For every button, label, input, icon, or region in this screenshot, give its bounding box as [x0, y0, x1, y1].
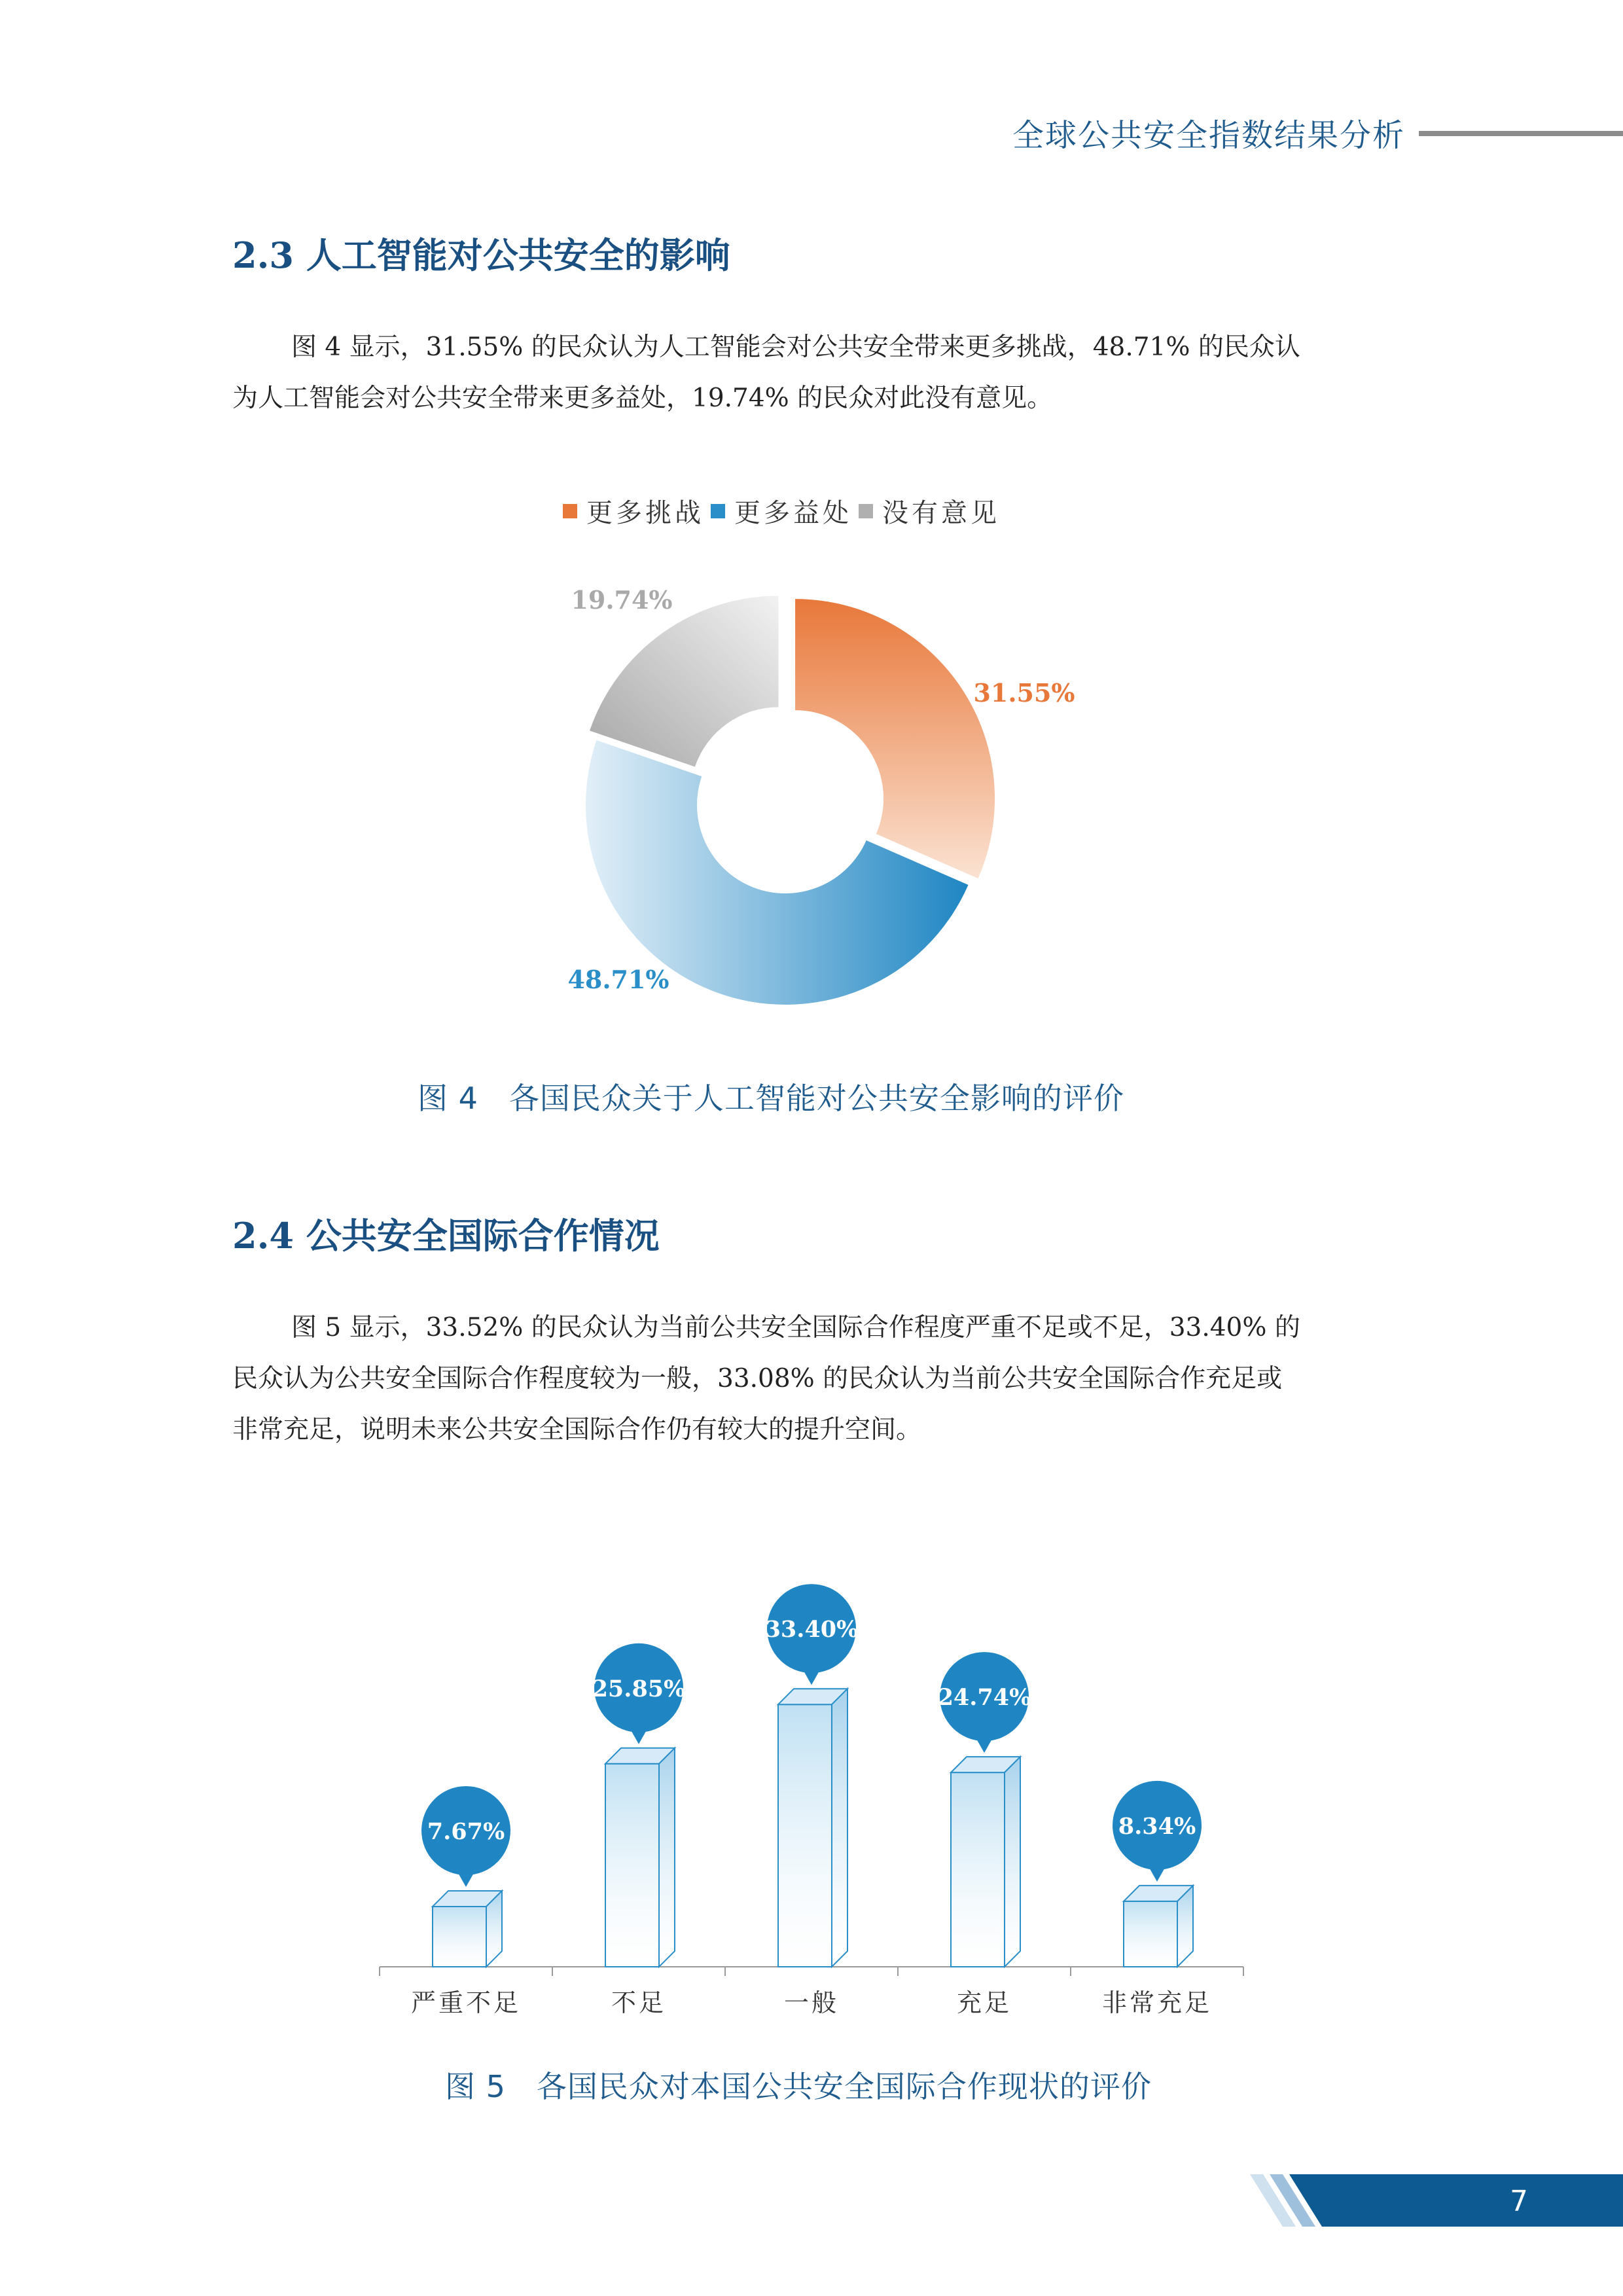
x-tick-label: 非常充足	[1101, 1988, 1213, 2017]
paragraph-line: 图 4 显示，31.55% 的民众认为人工智能会对公共安全带来更多挑战，48.71% 的民众认	[291, 332, 1300, 362]
bar-data-label: 8.34%	[1118, 1812, 1196, 1840]
donut-data-label: 19.74%	[571, 585, 673, 615]
bar-front-face	[1124, 1901, 1177, 1967]
bar-side-face	[1005, 1757, 1020, 1967]
figure5-caption: 图 5 各国民众对本国公共安全国际合作现状的评价	[445, 2069, 1152, 2104]
section-title-2-4: 2.4 公共安全国际合作情况	[232, 1215, 660, 1257]
bar-data-label: 24.74%	[937, 1684, 1031, 1712]
legend-label: 更多挑战	[586, 498, 704, 528]
donut-data-label: 48.71%	[567, 965, 669, 994]
bar-data-label: 33.40%	[764, 1616, 859, 1643]
x-tick-label: 严重不足	[410, 1988, 522, 2017]
bar-front-face	[778, 1704, 832, 1967]
bar-data-label: 7.67%	[427, 1818, 505, 1845]
paragraph-line: 非常充足，说明未来公共安全国际合作仍有较大的提升空间。	[232, 1415, 922, 1444]
footer-band	[1243, 2174, 1623, 2227]
x-tick-label: 一般	[783, 1988, 840, 2017]
x-tick-label: 不足	[611, 1988, 667, 2017]
bar-value-bubble	[592, 1643, 686, 1744]
page-number: 7	[1510, 2185, 1528, 2218]
bar-front-face	[951, 1772, 1005, 1967]
bar-side-face	[832, 1689, 847, 1967]
bar-data-label: 25.85%	[592, 1675, 686, 1702]
bar-front-face	[433, 1907, 486, 1967]
bar-side-face	[659, 1748, 675, 1967]
figure4-donut-chart	[458, 556, 1113, 1080]
legend-swatch-no-opinion	[859, 504, 873, 518]
bar-value-bubble	[1113, 1781, 1202, 1882]
legend-label: 没有意见	[882, 498, 1000, 528]
paragraph-line: 民众认为公共安全国际合作程度较为一般，33.08% 的民众认为当前公共安全国际合作充足或	[232, 1364, 1283, 1393]
figure5-bar-chart	[366, 1499, 1257, 2029]
bar-非常充足	[1124, 1886, 1193, 1967]
bar-一般	[778, 1689, 847, 1967]
bar-充足	[951, 1757, 1020, 1967]
donut-slice-challenge	[795, 599, 995, 878]
donut-slice-no-opinion	[590, 596, 778, 766]
donut-data-label: 31.55%	[973, 678, 1075, 708]
section-2-4-paragraph	[232, 1302, 1410, 1456]
paragraph-line: 为人工智能会对公共安全带来更多益处，19.74% 的民众对此没有意见。	[232, 384, 1053, 413]
bar-不足	[605, 1748, 675, 1967]
figure4-caption: 图 4 各国民众关于人工智能对公共安全影响的评价	[418, 1081, 1124, 1116]
legend-swatch-challenge	[563, 504, 577, 518]
legend-swatch-benefit	[711, 504, 725, 518]
legend-label: 更多益处	[734, 498, 852, 528]
header-rule	[1419, 131, 1623, 136]
section-2-3-paragraph	[232, 322, 1410, 424]
running-header-title: 全球公共安全指数结果分析	[1012, 117, 1405, 154]
bar-front-face	[605, 1764, 659, 1967]
paragraph-line: 图 5 显示，33.52% 的民众认为当前公共安全国际合作程度严重不足或不足，33.40% 的	[291, 1313, 1300, 1342]
bar-value-bubble	[421, 1786, 510, 1887]
bar-严重不足	[433, 1891, 502, 1967]
figure4-legend	[556, 492, 1000, 529]
section-title-2-3: 2.3 人工智能对公共安全的影响	[232, 234, 730, 276]
x-tick-label: 充足	[956, 1988, 1012, 2017]
bar-value-bubble	[765, 1584, 859, 1685]
bar-value-bubble	[938, 1652, 1031, 1753]
